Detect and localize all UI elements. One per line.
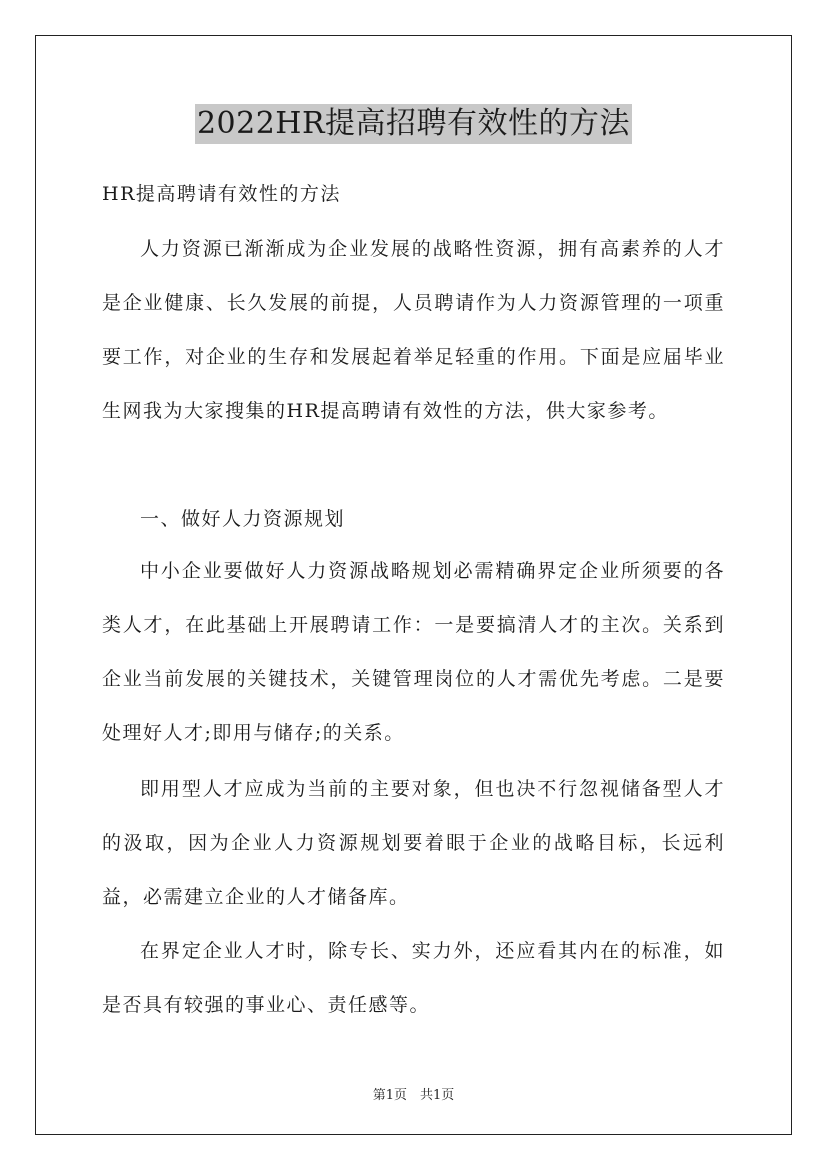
document-title-text: 2022HR提高招聘有效性的方法 [195,104,632,144]
paragraph: 在界定企业人才时，除专长、实力外，还应看其内在的标准，如是否具有较强的事业心、责任感等。 [102,940,725,1016]
document-subtitle: HR提高聘请有效性的方法 [102,183,341,205]
paragraph: 中小企业要做好人力资源战略规划必需精确界定企业所须要的各类人才，在此基础上开展聘请工作：一是要搞清人才的主次。关系到企业当前发展的关键技术，关键管理岗位的人才需优先考虑。二是要处理好人才;即用与储存;的关系。 [102,560,725,744]
page-number: 第1页 共1页 [372,1088,455,1103]
paragraph-intro: 人力资源已渐渐成为企业发展的战略性资源，拥有高素养的人才是企业健康、长久发展的前提，人员聘请作为人力资源管理的一项重要工作，对企业的生存和发展起着举足轻重的作用。下面是应届毕业生网我为大家搜集的HR提高聘请有效性的方法，供大家参考。 [102,238,725,422]
document-title [0,103,827,144]
section-heading: 一、做好人力资源规划 [140,508,346,530]
paragraph: 即用型人才应成为当前的主要对象，但也决不行忽视储备型人才的汲取，因为企业人力资源规划要着眼于企业的战略目标，长远利益，必需建立企业的人才储备库。 [102,778,725,908]
